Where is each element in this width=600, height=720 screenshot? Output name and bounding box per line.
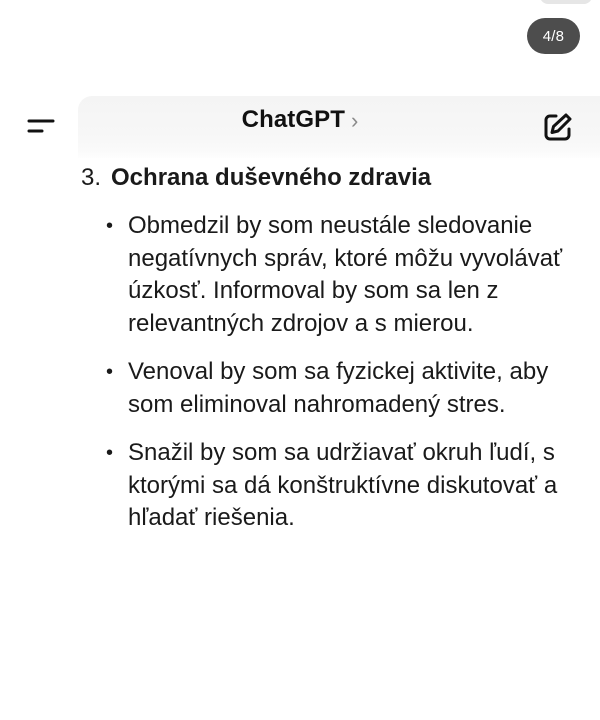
list-item [0,356,600,421]
bullet-list [0,210,600,551]
bullet-text: Venoval by som sa fyzickej aktivite, aby som eliminoval nahromadený stres. [128,358,549,418]
section-heading [81,164,431,192]
bullet-text: Snažil by som sa udržiavať okruh ľudí, s ktorými sa dá konštruktívne diskutovať a hľadať riešenia. [128,439,558,531]
page-indicator: 4/8 [527,18,580,54]
edit-icon[interactable] [541,110,575,144]
list-item [0,437,600,535]
bullet-icon: • [106,442,114,464]
section-title: Ochrana duševného zdravia [111,164,432,191]
header-fade [0,150,600,162]
list-item [0,210,600,340]
model-selector[interactable] [0,106,600,134]
bullet-icon: • [106,361,114,383]
chevron-right-icon: › [351,108,359,133]
section-number: 3. [81,164,102,191]
top-handle [540,0,592,4]
bullet-icon: • [106,215,114,237]
bullet-text: Obmedzil by som neustále sledovanie negatívnych správ, ktoré môžu vyvolávať úzkosť. Informoval by som sa len z relevantných zdrojov a s mierou. [128,212,563,337]
app-title: ChatGPT [241,106,346,133]
